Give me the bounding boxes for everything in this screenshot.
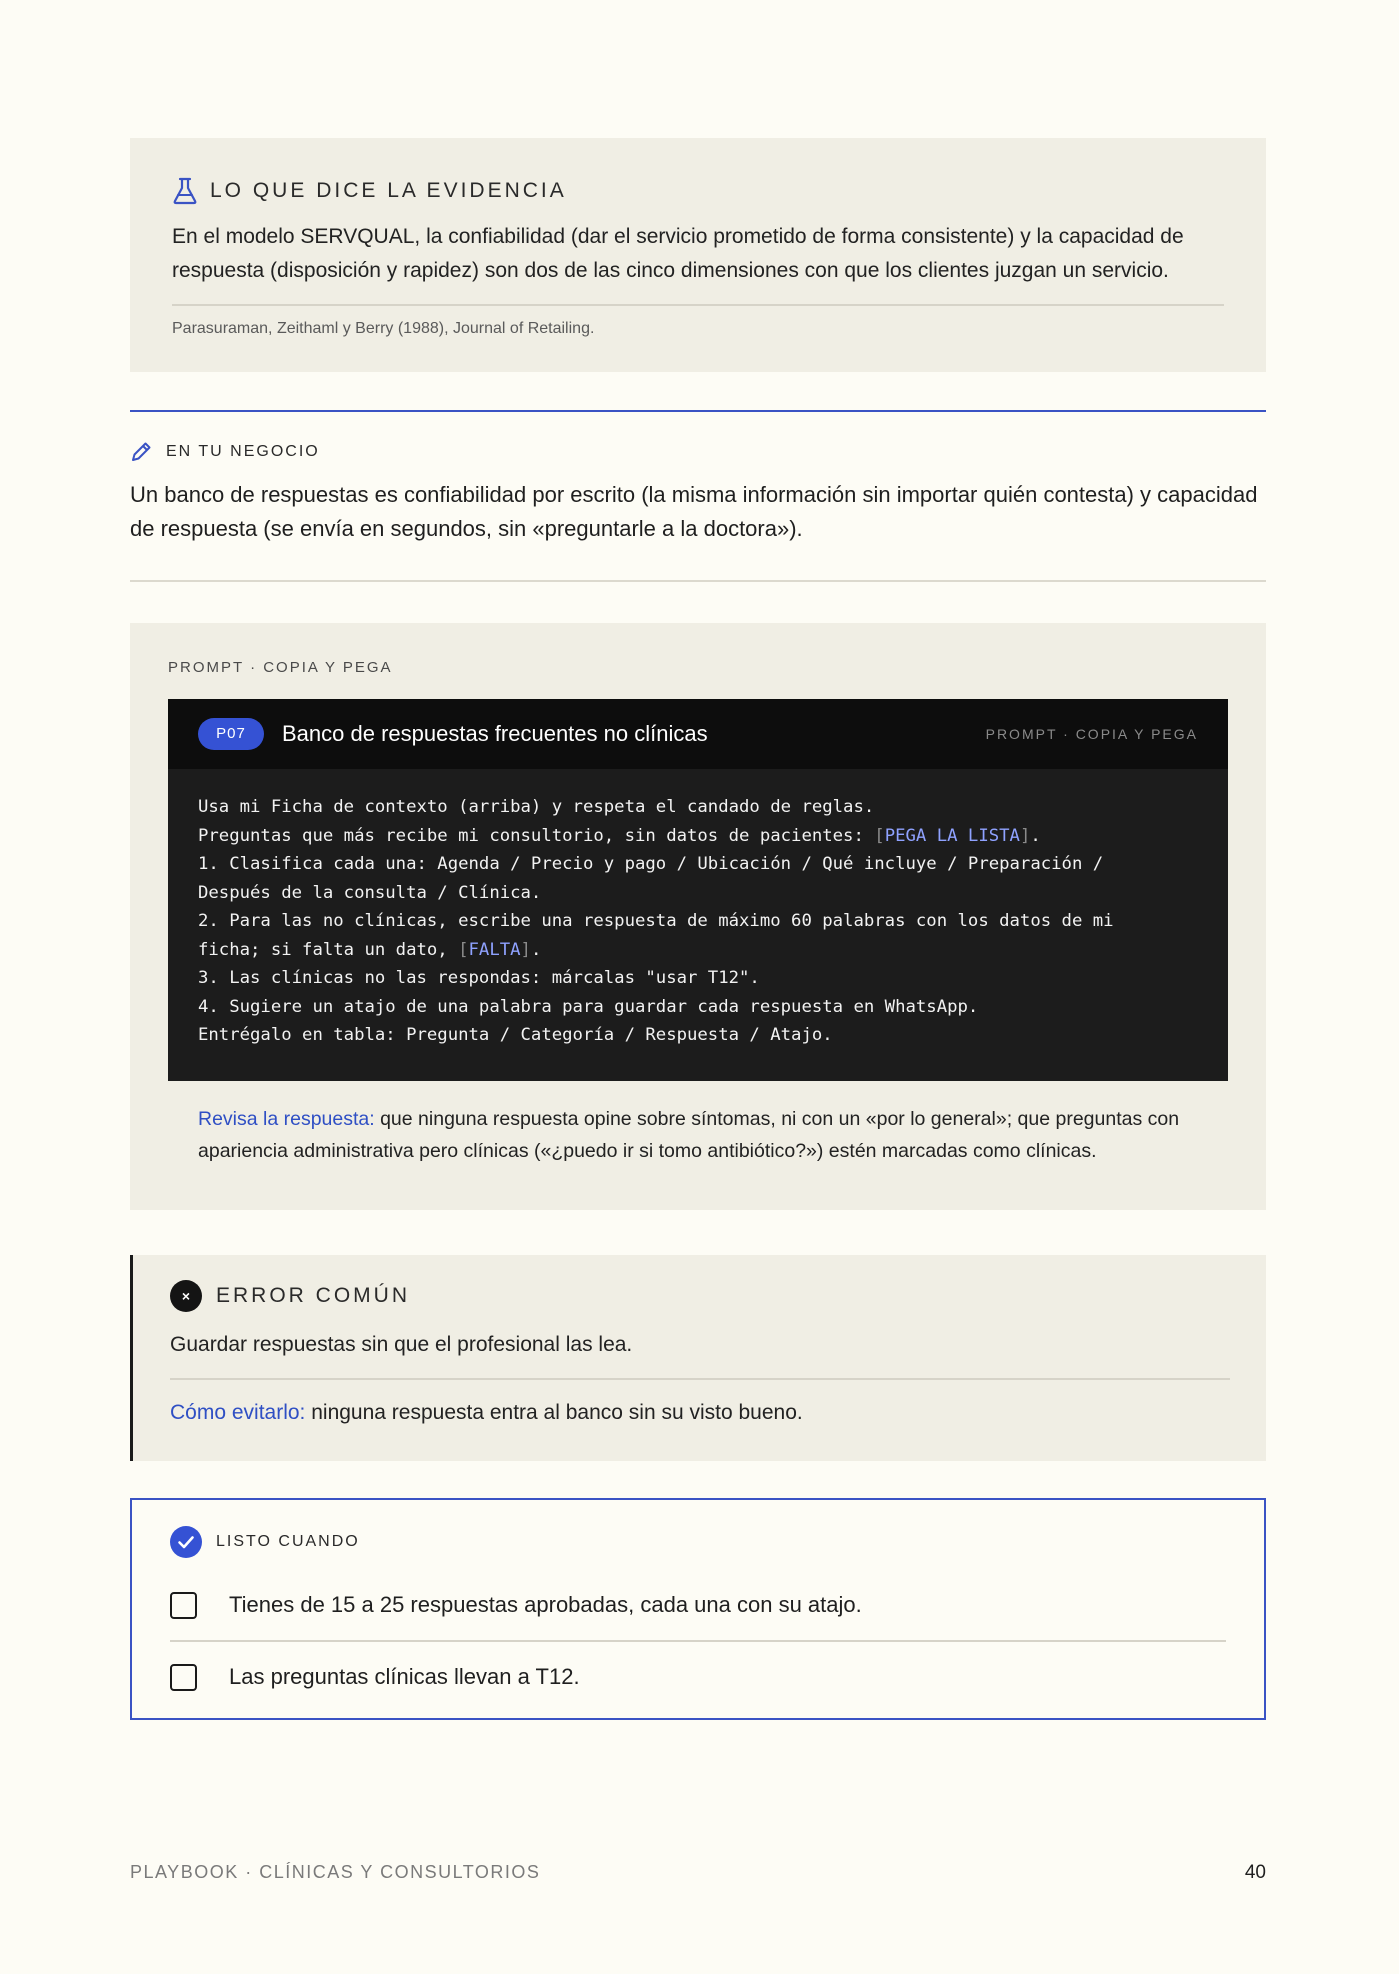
evidence-source: Parasuraman, Zeithaml y Berry (1988), Journal of Retailing. [172, 320, 595, 337]
prompt-title: Banco de respuestas frecuentes no clínicas [282, 721, 708, 746]
code-line: Después de la consulta / Clínica. [198, 882, 542, 903]
done-when-header [170, 1526, 1226, 1558]
checklist-item-text: Tienes de 15 a 25 respuestas aprobadas, cada una con su atajo. [229, 1592, 862, 1617]
placeholder-token: [FALTA] [458, 939, 531, 960]
code-line: Preguntas que más recibe mi consultorio, sin datos de pacientes: [PEGA LA LISTA]. [198, 825, 1041, 846]
common-error-box [130, 1255, 1266, 1461]
review-note [198, 1103, 1208, 1167]
error-fix-text: ninguna respuesta entra al banco sin su visto bueno. [305, 1401, 803, 1424]
code-line: 2. Para las no clínicas, escribe una respuesta de máximo 60 palabras con los datos de mi [198, 911, 1114, 931]
prompt-code-body[interactable] [168, 769, 1228, 1050]
footer-title: PLAYBOOK · CLÍNICAS Y CONSULTORIOS [130, 1862, 541, 1882]
page-footer [130, 1862, 1266, 1888]
prompt-panel-label: PROMPT · COPIA Y PEGA [168, 659, 393, 676]
prompt-code-card[interactable] [168, 699, 1228, 1081]
done-when-label: LISTO CUANDO [216, 1533, 360, 1550]
check-circle-icon [170, 1526, 202, 1558]
prompt-code-header [168, 699, 1228, 769]
evidence-body: En el modelo SERVQUAL, la confiabilidad (dar el servicio prometido de forma consistente) y la capacidad de respuesta (disposición y rapidez) son dos de las cinco dimensiones con que los clientes juzgan un servicio. [172, 225, 1184, 282]
divider [170, 1378, 1230, 1380]
error-title: ERROR COMÚN [216, 1284, 410, 1307]
prompt-badge: P07 [198, 718, 264, 750]
code-line: ficha; si falta un dato, [FALTA]. [198, 939, 542, 960]
checkbox[interactable] [170, 1592, 197, 1619]
code-line: 1. Clasifica cada una: Agenda / Precio y pago / Ubicación / Qué incluye / Preparación / [198, 854, 1104, 874]
error-body: Guardar respuestas sin que el profesional las lea. [170, 1333, 633, 1356]
review-text: que ninguna respuesta opine sobre síntomas, ni con un «por lo general»; que preguntas con apariencia administrativa pero clínicas («¿puedo ir si tomo antibiótico?») estén marcadas como clínicas. [198, 1108, 1180, 1162]
checklist-item[interactable] [170, 1570, 1226, 1642]
placeholder-token: [PEGA LA LISTA] [874, 825, 1031, 846]
code-line: 3. Las clínicas no las respondas: márcalas "usar T12". [198, 968, 760, 988]
flask-icon [172, 177, 198, 205]
business-section [130, 410, 1266, 582]
code-line: 4. Sugiere un atajo de una palabra para guardar cada respuesta en WhatsApp. [198, 996, 979, 1017]
evidence-header [172, 174, 1224, 208]
evidence-box [130, 138, 1266, 372]
code-line: Usa mi Ficha de contexto (arriba) y respeta el candado de reglas. [198, 797, 875, 817]
pencil-icon [130, 441, 152, 463]
done-when-box [130, 1498, 1266, 1720]
evidence-title: LO QUE DICE LA EVIDENCIA [210, 179, 567, 202]
page-number: 40 [1244, 1862, 1266, 1883]
checkbox[interactable] [170, 1664, 197, 1691]
error-fix-lead: Cómo evitarlo: [170, 1401, 306, 1424]
divider [172, 304, 1224, 306]
business-label: EN TU NEGOCIO [166, 443, 320, 460]
error-header [170, 1280, 1228, 1312]
business-body: Un banco de respuestas es confiabilidad por escrito (la misma información sin importar quién contesta) y capacidad de respuesta (se envía en segundos, sin «preguntarle a la doctora»). [130, 482, 1258, 541]
checklist-item-text: Las preguntas clínicas llevan a T12. [229, 1664, 580, 1689]
code-line: Entrégalo en tabla: Pregunta / Categoría / Respuesta / Atajo. [198, 1025, 833, 1045]
x-circle-icon: × [170, 1280, 202, 1312]
review-lead: Revisa la respuesta: [198, 1108, 375, 1130]
prompt-panel [130, 623, 1266, 1210]
prompt-header-label: PROMPT · COPIA Y PEGA [985, 726, 1198, 742]
business-header [130, 440, 1266, 464]
checklist-item[interactable] [170, 1642, 1226, 1712]
error-fix [170, 1398, 1228, 1428]
